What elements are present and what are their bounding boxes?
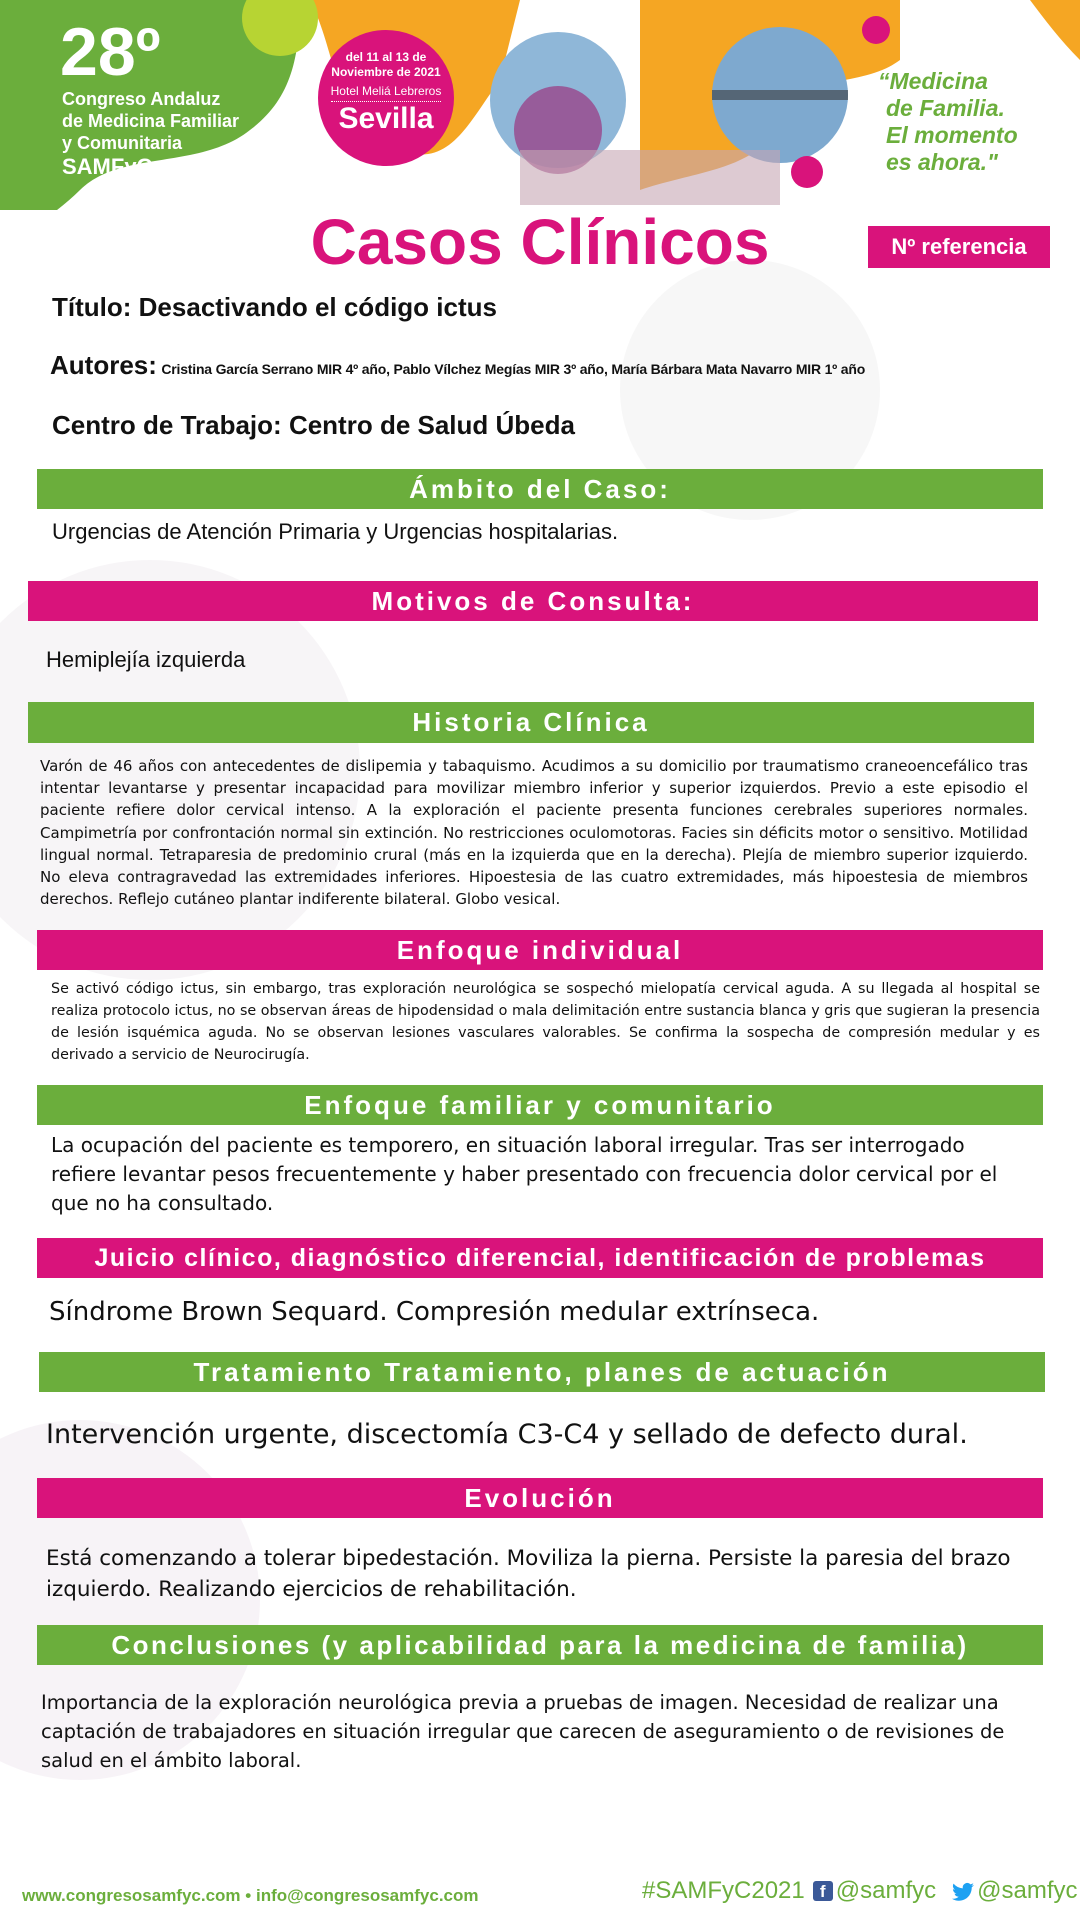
authors-value: Cristina García Serrano MIR 4º año, Pablo Vílchez Megías MIR 3º año, María Bárbara Mata Navarro MIR 1º año <box>161 361 866 377</box>
footer-separator: • <box>245 1886 252 1905</box>
section-text-evolucion: Está comenzando a tolerar bipedestación. Moviliza la pierna. Persiste la paresia del brazo izquierdo. Realizando ejercicios de rehabilitación. <box>46 1546 1011 1602</box>
congress-line: Congreso Andaluz <box>62 89 221 109</box>
twitter-icon <box>952 1881 974 1901</box>
congress-line: de Medicina Familiar <box>62 111 240 131</box>
section-text-ambito: Urgencias de Atención Primaria y Urgencias hospitalarias. <box>52 519 619 544</box>
authors-label: Autores: <box>50 350 157 380</box>
section-heading-familiar: Enfoque familiar y comunitario <box>37 1085 1043 1125</box>
page-title: Casos Clínicos <box>310 206 770 278</box>
work-center-label: Centro de Trabajo: <box>52 410 282 440</box>
work-center <box>52 410 575 441</box>
header-banner <box>0 0 1080 210</box>
section-text-juicio: Síndrome Brown Sequard. Compresión medular extrínseca. <box>49 1297 820 1327</box>
slogan-line: de Familia. <box>886 95 1005 121</box>
footer-twitter-handle[interactable]: @samfyc <box>977 1877 1078 1904</box>
section-text-familiar: La ocupación del paciente es temporero, en situación laboral irregular. Tras ser interrogado refiere levantar pesos frecuentemente y haber presentado con frecuencia dolor cervical por el que no ha consultado. <box>51 1133 998 1215</box>
section-text-conclusiones: Importancia de la exploración neurológica previa a pruebas de imagen. Necesidad de realizar una captación de trabajadores en situación irregular que carecen de aseguramiento o de revisiones de salud en el ámbito laboral. <box>41 1691 1005 1772</box>
reference-box: Nº referencia <box>868 226 1050 268</box>
work-center-value: Centro de Salud Úbeda <box>288 410 575 440</box>
section-heading-evolucion: Evolución <box>37 1478 1043 1518</box>
date-badge <box>320 50 452 136</box>
edition-number: 28º <box>60 14 161 90</box>
footer-contact <box>22 1886 479 1906</box>
venue-text: Hotel Meliá Lebreros <box>331 83 442 102</box>
case-title-label: Título: <box>52 292 132 322</box>
section-text-historia: Varón de 46 años con antecedentes de dislipemia y tabaquismo. Acudimos a su domicilio por traumatismo craneoencefálico tras intentar levantarse y presentar incapacidad para movilizar miembro inferior y superior izquierdos. Previo a este episodio el paciente refiere dolor cervical intenso. A la exploración el paciente presenta funciones cerebrales superiores normales. Campimetría por confrontación normal sin extinción. No restricciones oculomotoras. Facies sin déficits motor o sensitivo. Motilidad lingual normal. Tetraparesia de predominio crural (más en la izquierda que en la derecha). Plejía de miembro superior izquierdo. No eleva contragravedad las extremidades inferiores. Hipoestesia de las cuatro extremidades, más hipoestesia de miembros derechos. Reflejo cutáneo plantar indiferente bilateral. Globo vesical. <box>40 757 1028 909</box>
section-heading-conclusiones: Conclusiones (y aplicabilidad para la medicina de familia) <box>37 1625 1043 1665</box>
facebook-icon: f <box>813 1881 833 1901</box>
case-title <box>52 292 497 323</box>
case-title-value: Desactivando el código ictus <box>138 292 497 322</box>
section-heading-individual: Enfoque individual <box>37 930 1043 970</box>
congress-line: SAMFyC <box>62 154 153 179</box>
slogan-line: es ahora." <box>886 149 998 175</box>
congress-name <box>62 88 239 180</box>
footer-social <box>642 1877 1078 1905</box>
slogan <box>878 68 1018 176</box>
congress-line: y Comunitaria <box>62 133 183 153</box>
authors <box>50 350 1060 381</box>
section-heading-tratamiento: Tratamiento Tratamiento, planes de actuación <box>39 1352 1045 1392</box>
section-heading-motivos: Motivos de Consulta: <box>28 581 1038 621</box>
section-text-motivos: Hemiplejía izquierda <box>46 647 246 672</box>
section-text-tratamiento: Intervención urgente, discectomía C3-C4 y sellado de defecto dural. <box>46 1419 968 1450</box>
section-heading-juicio: Juicio clínico, diagnóstico diferencial, identificación de problemas <box>37 1238 1043 1278</box>
section-heading-ambito: Ámbito del Caso: <box>37 469 1043 509</box>
slogan-line: “Medicina <box>878 68 988 94</box>
city-text: Sevilla <box>338 102 434 135</box>
footer-hashtag[interactable]: #SAMFyC2021 <box>642 1877 805 1904</box>
date-line: del 11 al 13 de <box>345 50 427 64</box>
section-text-individual: Se activó código ictus, sin embargo, tras exploración neurológica se sospechó mielopatía cervical aguda. A su llegada al hospital se realiza protocolo ictus, no se observan áreas de hipodensidad o mala delimitación entre sustancia blanca y gris que sugieran la presencia de lesión isquémica aguda. No se observan lesiones vasculares valorables. Se confirma la sospecha de compresión medular y es derivado a servicio de Neurocirugía. <box>51 981 1040 1063</box>
section-heading-historia: Historia Clínica <box>28 702 1034 743</box>
date-line: Noviembre de 2021 <box>331 65 441 79</box>
footer-email-link[interactable]: info@congresosamfyc.com <box>255 1886 479 1905</box>
footer-website-link[interactable]: www.congresosamfyc.com <box>22 1886 241 1905</box>
footer-facebook-handle[interactable]: @samfyc <box>835 1877 937 1904</box>
slogan-line: El momento <box>886 122 1018 148</box>
